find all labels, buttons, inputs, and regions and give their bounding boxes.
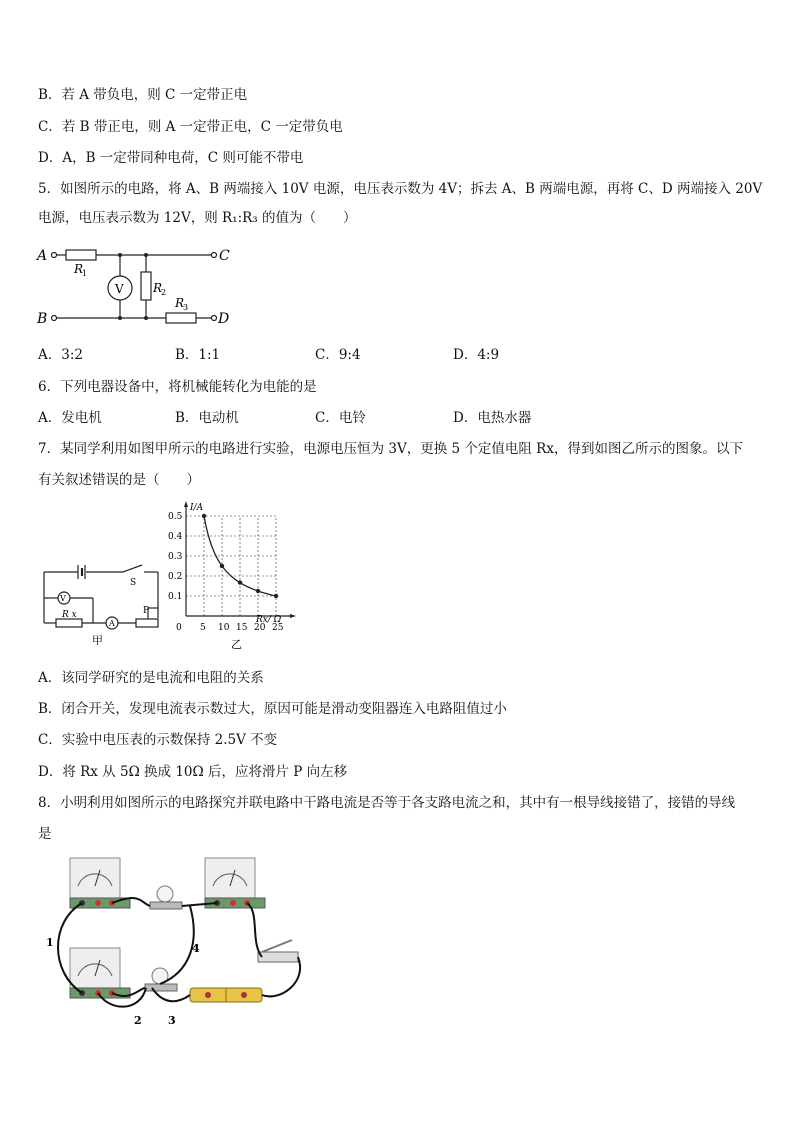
r1-resistor (66, 250, 96, 260)
terminal-b-label: B (37, 311, 48, 327)
circuit-caption: 甲 (92, 634, 103, 647)
battery-pack (190, 988, 262, 1002)
q6-option-c: C．电铃 (315, 410, 366, 426)
r3-label: R (175, 296, 185, 310)
y-tick-label: 0.3 (168, 552, 183, 562)
rx-resistor (56, 619, 82, 627)
q5-option-c: C．9:4 (315, 347, 361, 363)
r2-label: R (153, 281, 163, 295)
q5-circuit-diagram (34, 240, 244, 332)
q8-stem-line2: 是 (38, 826, 52, 842)
x-tick-label: 10 (218, 623, 230, 633)
r2-resistor (141, 272, 151, 300)
rx-label: R x (62, 610, 77, 620)
data-point (202, 514, 206, 518)
x-tick-label: 15 (236, 623, 248, 633)
r2-subscript: 2 (161, 288, 167, 297)
q7-voltmeter-label: V (60, 594, 66, 603)
q4-option-b: B．若 A 带负电，则 C 一定带正电 (38, 87, 248, 103)
data-point (256, 589, 260, 593)
wire-label-2: 2 (134, 1014, 142, 1027)
switch (258, 940, 298, 962)
data-point (238, 580, 242, 584)
q7-option-c: C．实验中电压表的示数保持 2.5V 不变 (38, 732, 278, 748)
terminal-d-label: D (218, 311, 230, 327)
bulb-bottom (145, 968, 177, 991)
q6-option-b: B．电动机 (175, 410, 239, 426)
graph-x-label: Rx/ Ω (256, 615, 282, 625)
q4-option-d: D．A，B 一定带同种电荷，C 则可能不带电 (38, 150, 304, 166)
q7-stem-line2: 有关叙述错误的是（ ） (38, 472, 200, 488)
r3-subscript: 3 (183, 303, 189, 312)
x-tick-label: 25 (272, 623, 284, 633)
wire-label-1: 1 (46, 936, 54, 949)
y-tick-label: 0.2 (168, 572, 183, 582)
q5-option-b: B．1:1 (175, 347, 221, 363)
bulb-top (150, 886, 182, 909)
q7-option-d: D．将 Rx 从 5Ω 换成 10Ω 后，应将滑片 P 向左移 (38, 764, 348, 780)
slider-label: P (143, 606, 150, 616)
slide-rheostat (136, 619, 158, 627)
x-tick-label: 20 (254, 623, 266, 633)
q7-option-b: B．闭合开关，发现电流表示数过大，原因可能是滑动变阻器连入电路阻值过小 (38, 701, 507, 717)
q7-stem-line1: 7．某同学利用如图甲所示的电路进行实验，电源电压恒为 3V，更换 5 个定值电阻 Rx，得到如图乙所示的图象。以下 (38, 441, 743, 457)
q6-stem: 6．下列电器设备中，将机械能转化为电能的是 (38, 379, 317, 395)
q5-option-a: A．3:2 (38, 347, 83, 363)
q7-ammeter-label: A (109, 619, 115, 628)
q8-stem-line1: 8．小明利用如图所示的电路探究并联电路中干路电流是否等于各支路电流之和，其中有一根导线接错了，接错的导线 (38, 795, 736, 811)
r3-resistor (166, 313, 196, 323)
q6-option-d: D．电热水器 (453, 410, 532, 426)
terminal-c-label: C (219, 248, 230, 264)
x-tick-label: 5 (200, 623, 206, 633)
q5-option-d: D．4:9 (453, 347, 500, 363)
q5-stem-line1: 5．如图所示的电路，将 A、B 两端接入 10V 电源，电压表示数为 4V；拆去 A、B 两端电源，再将 C、D 两端接入 20V (38, 181, 763, 197)
wire-label-4: 4 (192, 942, 200, 955)
q5-stem-line2: 电源，电压表示数为 12V，则 R₁:R₃ 的值为（ ） (38, 210, 357, 226)
q7-circuit-diagram (38, 558, 168, 650)
ammeter-top-right (205, 858, 265, 908)
q7-graph (168, 498, 300, 650)
q8-circuit-photo (40, 852, 310, 1030)
graph-origin-label: 0 (176, 623, 182, 633)
graph-y-label: I/A (190, 503, 204, 513)
data-point (274, 594, 278, 598)
voltmeter-label: V (115, 282, 124, 296)
y-tick-label: 0.4 (168, 532, 183, 542)
terminal-a-label: A (37, 248, 48, 264)
data-point (220, 564, 224, 568)
graph-caption: 乙 (231, 638, 242, 650)
y-tick-label: 0.1 (168, 592, 183, 602)
q7-option-a: A．该同学研究的是电流和电阻的关系 (38, 670, 264, 686)
q6-option-a: A．发电机 (38, 410, 102, 426)
r1-label: R (74, 262, 84, 276)
y-tick-label: 0.5 (168, 512, 183, 522)
q4-option-c: C．若 B 带正电，则 A 一定带正电，C 一定带负电 (38, 119, 343, 135)
r1-subscript: 1 (82, 269, 88, 278)
switch-label: S (130, 578, 137, 588)
wire-label-3: 3 (168, 1014, 176, 1027)
